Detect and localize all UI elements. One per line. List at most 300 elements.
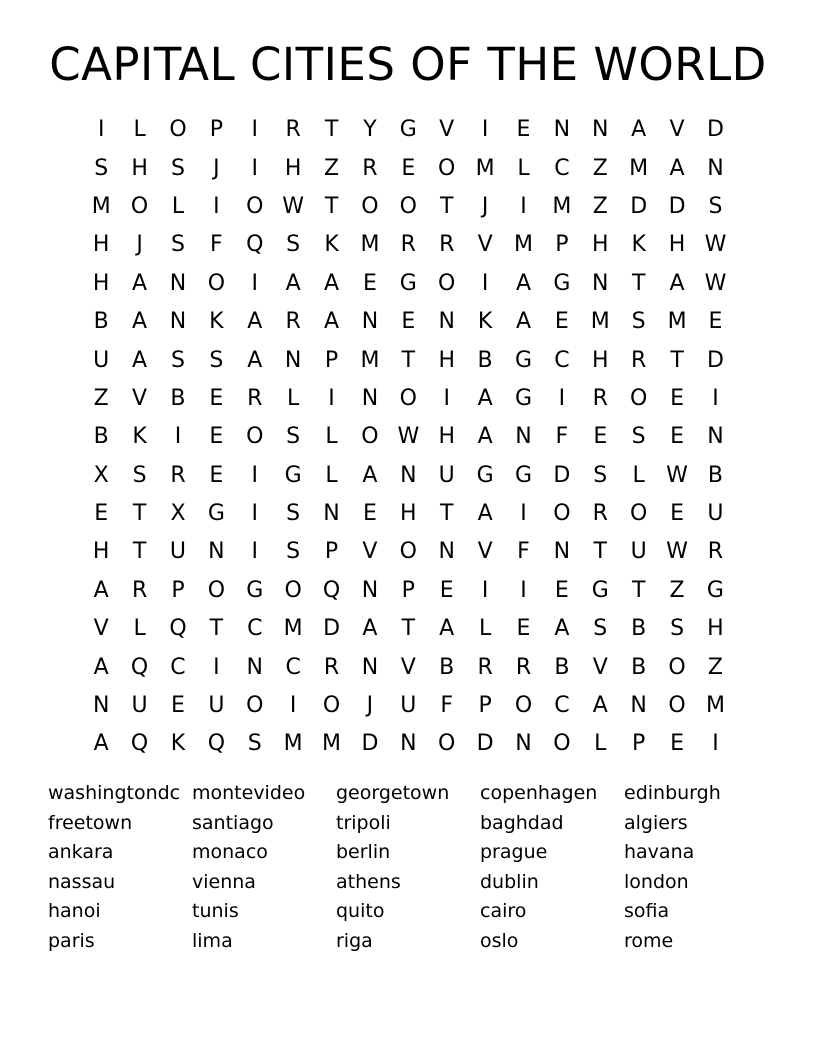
grid-cell[interactable]: N	[169, 270, 187, 296]
grid-cell[interactable]: R	[362, 155, 378, 181]
grid-cell[interactable]: T	[132, 539, 147, 565]
grid-cell[interactable]: A	[132, 309, 148, 335]
grid-cell[interactable]: I	[712, 385, 719, 411]
grid-cell[interactable]: N	[630, 693, 647, 719]
grid-cell[interactable]: V	[400, 654, 416, 680]
grid-cell[interactable]: M	[667, 309, 687, 335]
grid-cell[interactable]: Q	[130, 731, 149, 757]
grid-cell[interactable]: K	[132, 424, 147, 450]
grid-cell[interactable]: S	[170, 347, 185, 373]
grid-cell[interactable]: N	[400, 731, 417, 757]
word-list-item: dublin	[480, 870, 539, 893]
grid-cell[interactable]: C	[554, 693, 570, 719]
grid-cell[interactable]: N	[592, 117, 609, 143]
grid-cell[interactable]: O	[246, 424, 264, 450]
grid-cell[interactable]: S	[247, 731, 262, 757]
grid-cell[interactable]: E	[554, 309, 569, 335]
grid-cell[interactable]: I	[174, 424, 182, 450]
grid-cell[interactable]: L	[133, 616, 146, 642]
grid-cell[interactable]: H	[438, 424, 455, 450]
grid-cell[interactable]: S	[286, 501, 301, 527]
grid-cell[interactable]: J	[213, 155, 220, 181]
grid-cell[interactable]: D	[553, 462, 571, 488]
grid-cell[interactable]: K	[477, 309, 493, 335]
grid-cell[interactable]: M	[552, 193, 572, 219]
grid-cell[interactable]: H	[592, 232, 609, 258]
grid-cell[interactable]: A	[439, 616, 455, 642]
grid-cell[interactable]: R	[400, 232, 416, 258]
grid-cell[interactable]: T	[401, 347, 416, 373]
grid-cell[interactable]: S	[94, 155, 109, 181]
grid-cell[interactable]: A	[477, 501, 493, 527]
grid-cell[interactable]: N	[361, 385, 379, 411]
grid-cell[interactable]: P	[478, 693, 492, 719]
grid-cell[interactable]: F	[210, 232, 223, 258]
grid-cell[interactable]: R	[439, 232, 455, 258]
grid-cell[interactable]: H	[284, 155, 302, 181]
grid-cell[interactable]: N	[169, 309, 187, 335]
grid-cell[interactable]: R	[247, 385, 263, 411]
grid-cell[interactable]: R	[515, 654, 532, 680]
grid-cell[interactable]: L	[325, 462, 338, 488]
grid-cell[interactable]: R	[631, 347, 647, 373]
grid-cell[interactable]: N	[361, 577, 379, 603]
grid-cell[interactable]: N	[92, 693, 110, 719]
grid-cell[interactable]: H	[592, 347, 609, 373]
grid-cell[interactable]: U	[707, 501, 724, 527]
grid-cell[interactable]: E	[516, 117, 531, 143]
grid-cell[interactable]: B	[439, 654, 455, 680]
grid-cell[interactable]: W	[397, 424, 420, 450]
grid-cell[interactable]: P	[401, 577, 415, 603]
grid-cell[interactable]: P	[171, 577, 185, 603]
grid-cell[interactable]: A	[285, 270, 301, 296]
word-list-item: prague	[480, 841, 548, 864]
grid-cell[interactable]: M	[514, 232, 533, 258]
grid-cell[interactable]: Q	[130, 654, 149, 680]
word-list-item: tripoli	[336, 811, 391, 834]
grid-cell[interactable]: M	[283, 731, 303, 757]
grid-cell[interactable]: O	[284, 577, 302, 603]
grid-cell[interactable]: P	[555, 232, 569, 258]
grid-cell[interactable]: S	[708, 193, 723, 219]
grid-cell[interactable]: N	[707, 424, 724, 450]
grid-cell[interactable]: M	[91, 193, 111, 219]
grid-cell[interactable]: D	[706, 117, 724, 143]
grid-cell[interactable]: G	[399, 270, 417, 296]
grid-cell[interactable]: O	[668, 654, 686, 680]
grid-cell[interactable]: U	[400, 693, 417, 719]
grid-cell[interactable]: T	[132, 501, 147, 527]
grid-cell[interactable]: E	[94, 501, 109, 527]
grid-cell[interactable]: G	[207, 501, 225, 527]
grid-cell[interactable]: R	[170, 462, 186, 488]
grid-cell[interactable]: W	[282, 193, 305, 219]
grid-cell[interactable]: Z	[93, 385, 109, 411]
grid-cell[interactable]: O	[438, 731, 456, 757]
grid-cell[interactable]: L	[133, 117, 146, 143]
grid-cell[interactable]: N	[323, 501, 340, 527]
word-list-item: hanoi	[48, 900, 101, 923]
grid-cell[interactable]: D	[668, 193, 686, 219]
grid-cell[interactable]: H	[92, 232, 110, 258]
grid-cell[interactable]: N	[553, 117, 571, 143]
grid-cell[interactable]: A	[324, 309, 340, 335]
grid-cell[interactable]: M	[475, 155, 495, 181]
grid-cell[interactable]: T	[593, 539, 607, 565]
word-list-item: georgetown	[336, 782, 450, 804]
grid-cell[interactable]: B	[631, 616, 647, 642]
grid-cell[interactable]: O	[361, 193, 379, 219]
grid-cell[interactable]: Z	[592, 193, 608, 219]
grid-cell[interactable]: N	[707, 155, 724, 181]
grid-cell[interactable]: N	[284, 347, 302, 373]
grid-cell[interactable]: O	[169, 117, 187, 143]
grid-cell[interactable]: R	[477, 654, 493, 680]
grid-cell[interactable]: V	[93, 616, 109, 642]
grid-cell[interactable]: E	[670, 424, 684, 450]
grid-cell[interactable]: T	[670, 347, 684, 373]
grid-cell[interactable]: I	[481, 577, 489, 603]
grid-cell[interactable]: U	[630, 539, 647, 565]
grid-cell[interactable]: N	[208, 539, 225, 565]
grid-cell[interactable]: N	[361, 654, 379, 680]
grid-cell[interactable]: D	[361, 731, 379, 757]
grid-cell[interactable]: F	[517, 539, 530, 565]
grid-cell[interactable]: V	[477, 232, 493, 258]
grid-cell[interactable]: F	[555, 424, 569, 450]
grid-cell[interactable]: I	[558, 385, 566, 411]
grid-cell[interactable]: G	[591, 577, 609, 603]
word-list-item: london	[624, 870, 689, 893]
grid-cell[interactable]: A	[669, 270, 685, 296]
grid-cell[interactable]: C	[285, 654, 301, 680]
grid-cell[interactable]: F	[440, 693, 454, 719]
grid-cell[interactable]: V	[592, 654, 608, 680]
grid-cell[interactable]: V	[477, 539, 493, 565]
grid-cell[interactable]: O	[630, 385, 648, 411]
grid-cell[interactable]: H	[438, 347, 455, 373]
grid-cell[interactable]: H	[707, 616, 724, 642]
grid-cell[interactable]: E	[209, 385, 224, 411]
grid-cell[interactable]: C	[247, 616, 263, 642]
grid-cell[interactable]: B	[554, 654, 570, 680]
grid-cell[interactable]: N	[553, 539, 571, 565]
grid-cell[interactable]: I	[251, 462, 258, 488]
grid-cell[interactable]: L	[325, 424, 338, 450]
grid-cell[interactable]: I	[213, 654, 220, 680]
grid-cell[interactable]: S	[631, 309, 646, 335]
grid-cell[interactable]: S	[170, 232, 185, 258]
grid-cell[interactable]: T	[324, 117, 339, 143]
grid-cell[interactable]: V	[132, 385, 148, 411]
grid-cell[interactable]: O	[322, 693, 341, 719]
grid-cell[interactable]: A	[324, 270, 340, 296]
grid-cell[interactable]: M	[629, 155, 649, 181]
grid-cell[interactable]: A	[592, 693, 608, 719]
grid-cell[interactable]: P	[324, 539, 339, 565]
grid-cell[interactable]: E	[516, 616, 531, 642]
grid-cell[interactable]: T	[209, 616, 224, 642]
grid-cell[interactable]: D	[706, 347, 724, 373]
grid-cell[interactable]: A	[247, 347, 263, 373]
grid-cell[interactable]: W	[666, 462, 688, 488]
grid-cell[interactable]: S	[593, 462, 608, 488]
grid-cell[interactable]: L	[478, 616, 492, 642]
letter-grid[interactable]	[82, 111, 735, 764]
grid-cell[interactable]: C	[554, 347, 570, 373]
grid-cell[interactable]: N	[361, 309, 379, 335]
grid-cell[interactable]: I	[289, 693, 297, 719]
grid-cell[interactable]: A	[93, 654, 109, 680]
grid-cell[interactable]: I	[481, 117, 489, 143]
word-list-item: cairo	[480, 900, 527, 923]
grid-cell[interactable]: X	[170, 501, 186, 527]
grid-cell[interactable]: S	[593, 616, 608, 642]
grid-cell[interactable]: B	[631, 654, 647, 680]
grid-cell[interactable]: E	[209, 424, 224, 450]
grid-cell[interactable]: S	[670, 616, 685, 642]
grid-cell[interactable]: E	[554, 577, 569, 603]
grid-cell[interactable]: I	[251, 501, 258, 527]
grid-cell[interactable]: A	[669, 155, 685, 181]
grid-cell[interactable]: L	[287, 385, 300, 411]
grid-cell[interactable]: I	[213, 193, 220, 219]
grid-cell[interactable]: W	[704, 270, 727, 296]
grid-cell[interactable]: A	[93, 577, 109, 603]
grid-cell[interactable]: S	[209, 347, 224, 373]
grid-cell[interactable]: N	[246, 654, 263, 680]
grid-cell[interactable]: I	[520, 501, 527, 527]
grid-cell[interactable]: P	[632, 731, 646, 757]
grid-cell[interactable]: G	[706, 577, 724, 603]
grid-cell[interactable]: K	[209, 309, 224, 335]
grid-cell[interactable]: W	[666, 539, 688, 565]
grid-cell[interactable]: A	[515, 309, 532, 335]
grid-cell[interactable]: J	[366, 693, 374, 719]
grid-cell[interactable]: W	[704, 232, 727, 258]
grid-cell[interactable]: Z	[669, 577, 685, 603]
grid-cell[interactable]: O	[246, 693, 264, 719]
grid-cell[interactable]: O	[207, 577, 226, 603]
grid-cell[interactable]: Q	[322, 577, 341, 603]
grid-cell[interactable]: N	[515, 731, 532, 757]
word-list-item: oslo	[480, 929, 519, 952]
grid-cell[interactable]: A	[362, 616, 378, 642]
grid-cell[interactable]: I	[520, 577, 527, 603]
grid-cell[interactable]: G	[284, 462, 302, 488]
grid-cell[interactable]: Z	[324, 155, 340, 181]
grid-cell[interactable]: G	[514, 385, 533, 411]
grid-cell[interactable]: I	[97, 117, 105, 143]
grid-cell[interactable]: I	[251, 539, 258, 565]
grid-cell[interactable]: M	[705, 693, 725, 719]
grid-cell[interactable]: R	[131, 577, 148, 603]
grid-cell[interactable]: U	[169, 539, 187, 565]
grid-cell[interactable]: Q	[246, 232, 264, 258]
grid-cell[interactable]: O	[514, 693, 533, 719]
grid-cell[interactable]: T	[439, 501, 454, 527]
grid-cell[interactable]: G	[514, 462, 533, 488]
grid-cell[interactable]: U	[93, 347, 110, 373]
word-list-item: monaco	[192, 841, 268, 864]
grid-cell[interactable]: M	[360, 232, 380, 258]
grid-cell[interactable]: G	[246, 577, 264, 603]
grid-cell[interactable]: E	[439, 577, 454, 603]
grid-cell[interactable]: O	[361, 424, 379, 450]
grid-cell[interactable]: K	[324, 232, 339, 258]
grid-cell[interactable]: O	[399, 385, 417, 411]
grid-cell[interactable]: H	[400, 501, 417, 527]
grid-cell[interactable]: O	[668, 693, 686, 719]
grid-cell[interactable]: A	[132, 270, 148, 296]
grid-cell[interactable]: B	[93, 424, 109, 450]
grid-cell[interactable]: O	[630, 501, 648, 527]
grid-cell[interactable]: A	[93, 731, 109, 757]
grid-cell[interactable]: J	[481, 193, 489, 219]
grid-cell[interactable]: I	[520, 193, 527, 219]
grid-cell[interactable]: L	[632, 462, 645, 488]
grid-cell[interactable]: E	[171, 693, 185, 719]
grid-cell[interactable]: L	[171, 193, 185, 219]
grid-cell[interactable]: R	[592, 385, 608, 411]
grid-cell[interactable]: T	[324, 193, 339, 219]
grid-cell[interactable]: D	[476, 731, 494, 757]
grid-cell[interactable]: K	[170, 731, 186, 757]
grid-cell[interactable]: E	[670, 385, 684, 411]
grid-cell[interactable]: R	[707, 539, 724, 565]
grid-cell[interactable]: S	[631, 424, 646, 450]
grid-cell[interactable]: N	[438, 539, 455, 565]
grid-cell[interactable]: I	[328, 385, 335, 411]
grid-cell[interactable]: O	[130, 193, 149, 219]
grid-cell[interactable]: E	[670, 731, 684, 757]
grid-cell[interactable]: I	[251, 117, 258, 143]
grid-cell[interactable]: D	[323, 616, 341, 642]
grid-cell[interactable]: G	[553, 270, 571, 296]
grid-cell[interactable]: U	[131, 693, 148, 719]
grid-cell[interactable]: V	[439, 117, 455, 143]
grid-cell[interactable]: S	[286, 539, 301, 565]
grid-cell[interactable]: I	[481, 270, 489, 296]
grid-cell[interactable]: O	[438, 270, 456, 296]
grid-cell[interactable]: B	[477, 347, 493, 373]
grid-cell[interactable]: P	[209, 117, 223, 143]
grid-cell[interactable]: E	[708, 309, 723, 335]
grid-cell[interactable]: U	[438, 462, 455, 488]
grid-cell[interactable]: S	[132, 462, 147, 488]
grid-cell[interactable]: I	[443, 385, 450, 411]
grid-cell[interactable]: M	[283, 616, 303, 642]
grid-cell[interactable]: H	[92, 270, 110, 296]
grid-cell[interactable]: N	[515, 424, 532, 450]
grid-cell[interactable]: Y	[363, 117, 377, 143]
grid-cell[interactable]: I	[251, 155, 258, 181]
grid-cell[interactable]: C	[554, 155, 570, 181]
grid-cell[interactable]: O	[207, 270, 226, 296]
grid-cell[interactable]: M	[322, 731, 342, 757]
grid-cell[interactable]: I	[251, 270, 258, 296]
grid-cell[interactable]: E	[209, 462, 224, 488]
grid-cell[interactable]: E	[362, 501, 377, 527]
grid-cell[interactable]: G	[514, 347, 533, 373]
grid-cell[interactable]: O	[399, 193, 417, 219]
grid-cell[interactable]: V	[362, 539, 378, 565]
grid-cell[interactable]: A	[362, 462, 378, 488]
grid-cell[interactable]: R	[285, 309, 301, 335]
grid-cell[interactable]: B	[170, 385, 186, 411]
grid-cell[interactable]: E	[401, 155, 416, 181]
grid-cell[interactable]: J	[136, 232, 143, 258]
grid-cell[interactable]: O	[553, 501, 571, 527]
grid-cell[interactable]: A	[477, 424, 493, 450]
grid-cell[interactable]: S	[286, 232, 301, 258]
grid-cell[interactable]: E	[401, 309, 416, 335]
grid-cell[interactable]: A	[247, 309, 263, 335]
grid-cell[interactable]: K	[631, 232, 646, 258]
grid-cell[interactable]: R	[323, 654, 340, 680]
grid-cell[interactable]: Q	[169, 616, 187, 642]
grid-cell[interactable]: Z	[592, 155, 608, 181]
grid-cell[interactable]: Z	[707, 654, 723, 680]
grid-cell[interactable]: C	[170, 654, 186, 680]
grid-cell[interactable]: M	[360, 347, 380, 373]
grid-cell[interactable]: N	[592, 270, 609, 296]
grid-cell[interactable]: H	[668, 232, 686, 258]
grid-cell[interactable]: I	[712, 731, 719, 757]
grid-cell[interactable]: N	[438, 309, 455, 335]
grid-cell[interactable]: A	[515, 270, 532, 296]
grid-cell[interactable]: U	[208, 693, 225, 719]
grid-cell[interactable]: R	[592, 501, 608, 527]
grid-cell[interactable]: H	[92, 539, 110, 565]
grid-cell[interactable]: L	[517, 155, 530, 181]
grid-cell[interactable]: G	[476, 462, 494, 488]
grid-cell[interactable]: B	[93, 309, 109, 335]
grid-cell[interactable]: L	[594, 731, 607, 757]
grid-cell[interactable]: V	[669, 117, 685, 143]
grid-cell[interactable]: S	[170, 155, 185, 181]
grid-cell[interactable]: N	[400, 462, 417, 488]
word-list-item: riga	[336, 929, 373, 952]
grid-cell[interactable]: M	[590, 309, 610, 335]
grid-cell[interactable]: E	[362, 270, 377, 296]
grid-cell[interactable]: T	[439, 193, 454, 219]
grid-cell[interactable]: D	[630, 193, 648, 219]
grid-cell[interactable]: O	[399, 539, 417, 565]
grid-cell[interactable]: A	[631, 117, 647, 143]
grid-cell[interactable]: Q	[207, 731, 226, 757]
grid-cell[interactable]: O	[438, 155, 456, 181]
grid-cell[interactable]: G	[399, 117, 417, 143]
grid-cell[interactable]: T	[401, 616, 416, 642]
grid-cell[interactable]: P	[324, 347, 339, 373]
grid-cell[interactable]: T	[631, 270, 646, 296]
grid-cell[interactable]: A	[554, 616, 570, 642]
grid-cell[interactable]: R	[285, 117, 301, 143]
grid-cell[interactable]: A	[132, 347, 148, 373]
grid-cell[interactable]: X	[93, 462, 109, 488]
grid-cell[interactable]: B	[707, 462, 723, 488]
grid-cell[interactable]: E	[670, 501, 684, 527]
grid-cell[interactable]: S	[286, 424, 301, 450]
grid-cell[interactable]: O	[553, 731, 571, 757]
grid-cell[interactable]: H	[131, 155, 148, 181]
grid-cell[interactable]: O	[246, 193, 264, 219]
grid-cell[interactable]: A	[477, 385, 493, 411]
grid-cell[interactable]: T	[631, 577, 646, 603]
grid-cell[interactable]: E	[593, 424, 608, 450]
